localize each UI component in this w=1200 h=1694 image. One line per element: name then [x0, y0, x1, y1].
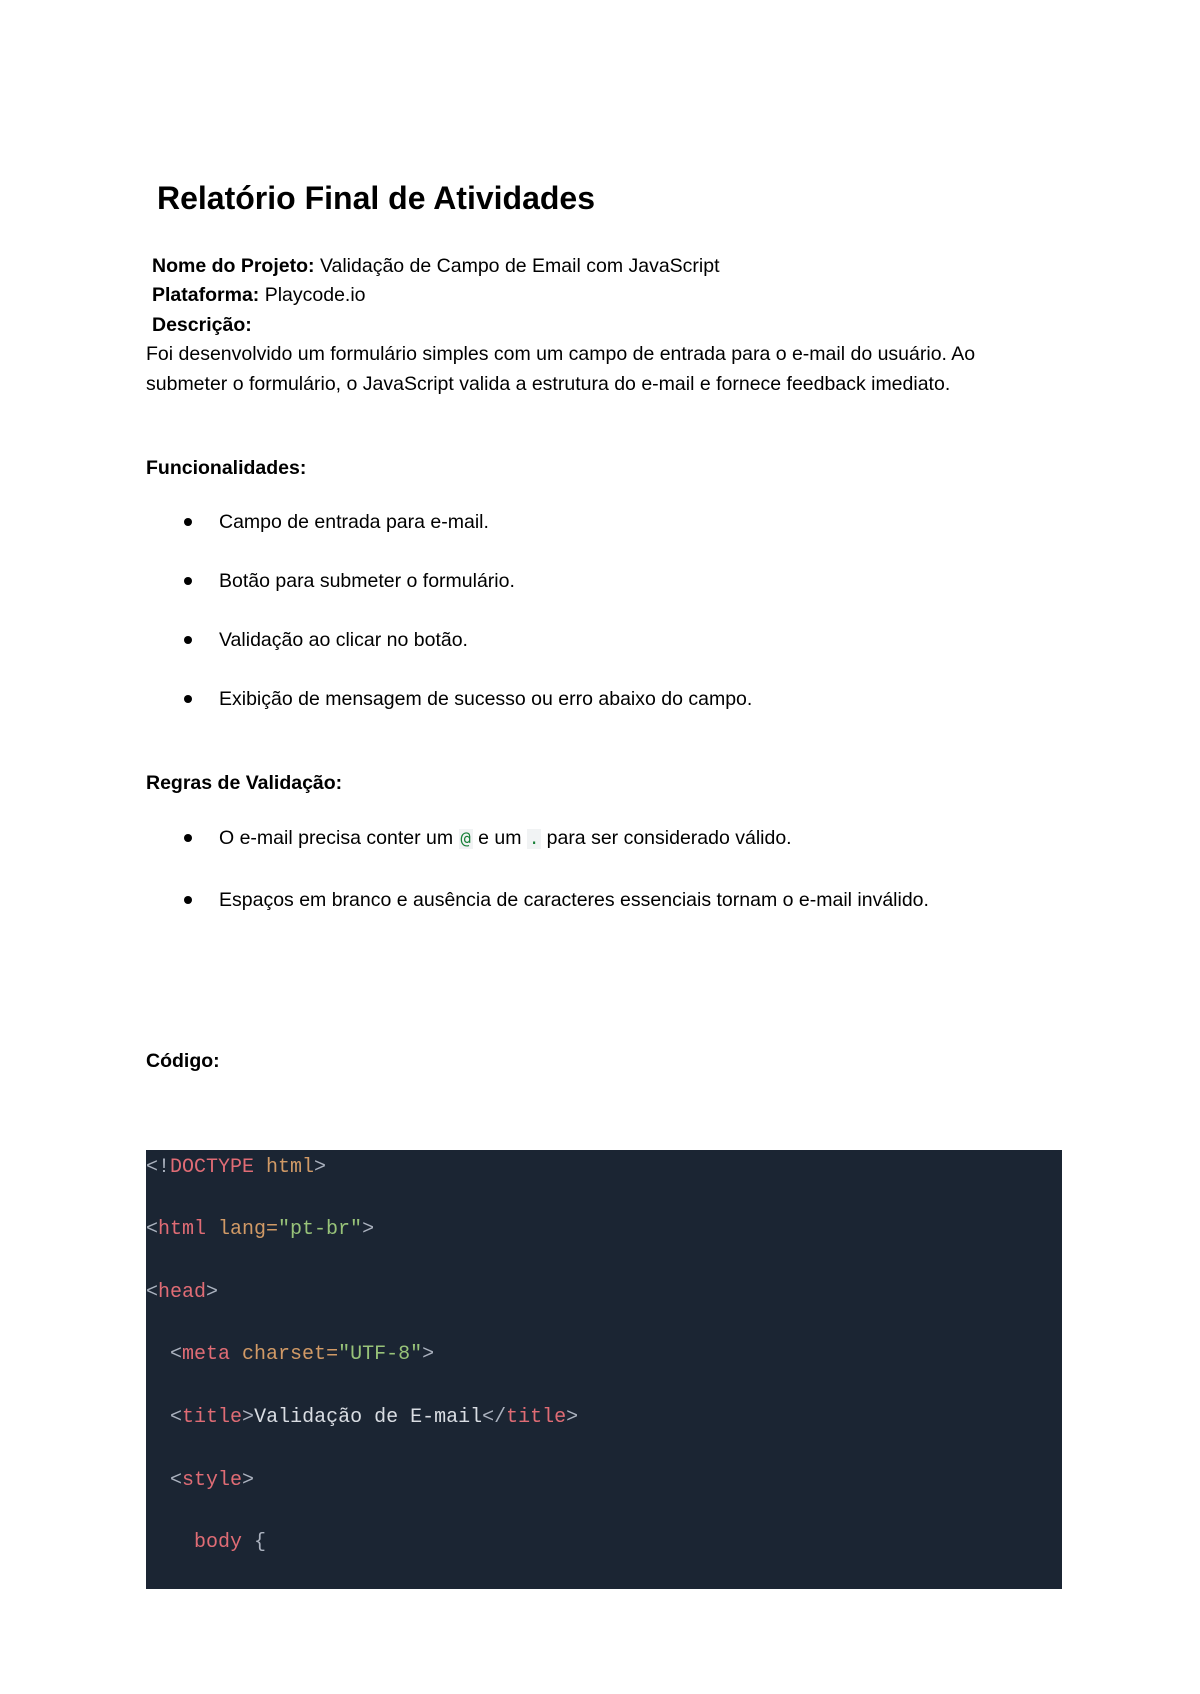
code-line: <title>Validação de E-mail</title> [170, 1406, 579, 1429]
description-line [152, 313, 252, 337]
rules-list [146, 826, 929, 949]
bullet-icon [184, 695, 192, 703]
code-line: <head> [146, 1281, 219, 1304]
rules-heading: Regras de Validação: [146, 772, 343, 794]
code-line: <html lang="pt-br"> [146, 1218, 375, 1241]
list-item: Campo de entrada para e-mail. [146, 510, 752, 534]
list-item: Exibição de mensagem de sucesso ou erro abaixo do campo. [146, 687, 752, 711]
bullet-icon [184, 896, 192, 904]
at-symbol-code: @ [460, 829, 471, 849]
description-label: Descrição: [152, 314, 252, 336]
list-item: Botão para submeter o formulário. [146, 569, 752, 593]
code-line: <style> [170, 1469, 255, 1492]
platform-line [152, 283, 366, 307]
page-title: Relatório Final de Atividades [157, 180, 596, 216]
bullet-icon [184, 518, 192, 526]
code-line: body { [194, 1531, 267, 1554]
dot-symbol-code: . [528, 829, 540, 849]
features-list [146, 510, 752, 746]
features-heading: Funcionalidades: [146, 457, 307, 479]
code-line: <!DOCTYPE html> [146, 1156, 327, 1179]
platform-value: Playcode.io [264, 284, 366, 306]
list-item: Espaços em branco e ausência de caracteres essenciais tornam o e-mail inválido. [146, 888, 929, 912]
project-name-label: Nome do Projeto: [152, 255, 315, 277]
platform-label: Plataforma: [152, 284, 260, 306]
list-item: Validação ao clicar no botão. [146, 628, 752, 652]
code-block [146, 1150, 1062, 1589]
description-text: Foi desenvolvido um formulário simples com um campo de entrada para o e-mail do usuário. Ao submeter o formulário, o JavaScript valida a estrutura do e-mail e fornece feedback imediato. [146, 343, 976, 395]
bullet-icon [184, 834, 192, 842]
bullet-icon [184, 636, 192, 644]
code-line: <meta charset="UTF-8"> [170, 1343, 435, 1366]
list-item: O e-mail precisa conter um @ e um . para ser considerado válido. [146, 826, 929, 851]
project-name-value: Validação de Campo de Email com JavaScript [319, 255, 720, 277]
project-name-line [152, 254, 720, 278]
bullet-icon [184, 577, 192, 585]
code-heading: Código: [146, 1050, 220, 1072]
